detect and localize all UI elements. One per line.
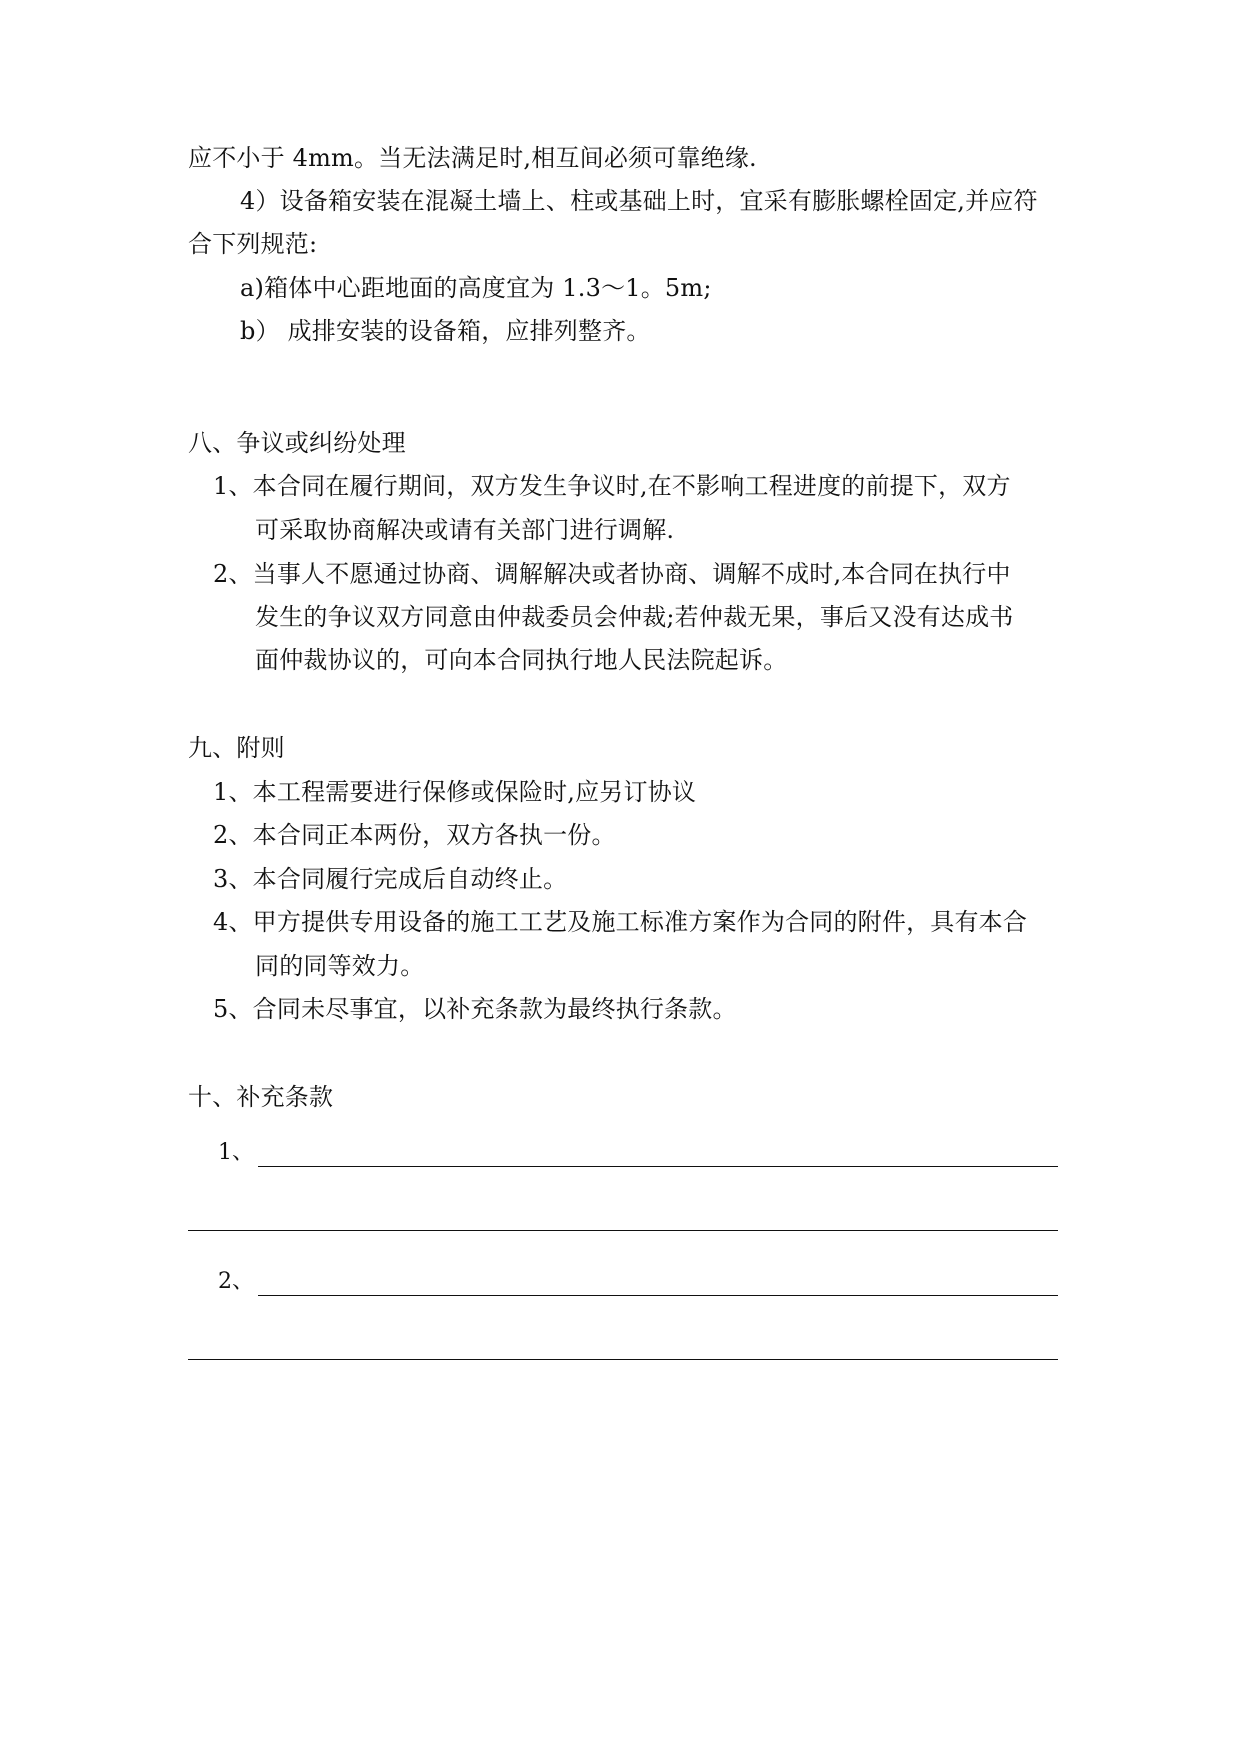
dispute-item-2: 2、当事人不愿通过协商、调解解决或者协商、调解不成时,本合同在执行中 <box>213 560 1011 588</box>
supplementary-blank-1-line-cont[interactable] <box>188 1230 1058 1231</box>
section-heading-dispute: 八、争议或纠纷处理 <box>188 429 406 457</box>
appendix-item-1: 1、本工程需要进行保修或保险时,应另订协议 <box>213 778 697 806</box>
supplementary-blank-2-label: 2、 <box>218 1269 254 1294</box>
supplementary-blank-2-line-cont[interactable] <box>188 1359 1058 1360</box>
appendix-item-5: 5、合同未尽事宜，以补充条款为最终执行条款。 <box>213 995 737 1023</box>
dispute-item-1: 1、本合同在履行期间，双方发生争议时,在不影响工程进度的前提下，双方 <box>213 472 1011 500</box>
supplementary-blank-1-line[interactable] <box>258 1166 1058 1167</box>
dispute-item-1-cont: 可采取协商解决或请有关部门进行调解. <box>255 516 675 544</box>
supplementary-blank-1-label: 1、 <box>218 1140 254 1165</box>
clause-4-text-cont: 合下列规范: <box>188 230 318 258</box>
clause-b-text: b） 成排安装的设备箱，应排列整齐。 <box>240 317 651 345</box>
dispute-item-2-cont: 发生的争议双方同意由仲裁委员会仲裁;若仲裁无果，事后又没有达成书 <box>255 603 1014 631</box>
appendix-item-4-cont: 同的同等效力。 <box>255 952 425 980</box>
section-heading-supplementary: 十、补充条款 <box>188 1083 334 1111</box>
clause-text: 应不小于 4mm。当无法满足时,相互间必须可靠绝缘. <box>188 144 757 172</box>
clause-a-text: a)箱体中心距地面的高度宜为 1.3～1。5m; <box>240 274 712 302</box>
supplementary-blank-2-line[interactable] <box>258 1295 1058 1296</box>
dispute-item-2-cont2: 面仲裁协议的，可向本合同执行地人民法院起诉。 <box>255 646 788 674</box>
clause-4-text: 4）设备箱安装在混凝土墙上、柱或基础上时，宜采有膨胀螺栓固定,并应符 <box>240 187 1038 215</box>
appendix-item-4: 4、甲方提供专用设备的施工工艺及施工标准方案作为合同的附件，具有本合 <box>213 908 1028 936</box>
appendix-item-3: 3、本合同履行完成后自动终止。 <box>213 865 568 893</box>
section-heading-appendix: 九、附则 <box>188 734 285 762</box>
appendix-item-2: 2、本合同正本两份，双方各执一份。 <box>213 821 616 849</box>
